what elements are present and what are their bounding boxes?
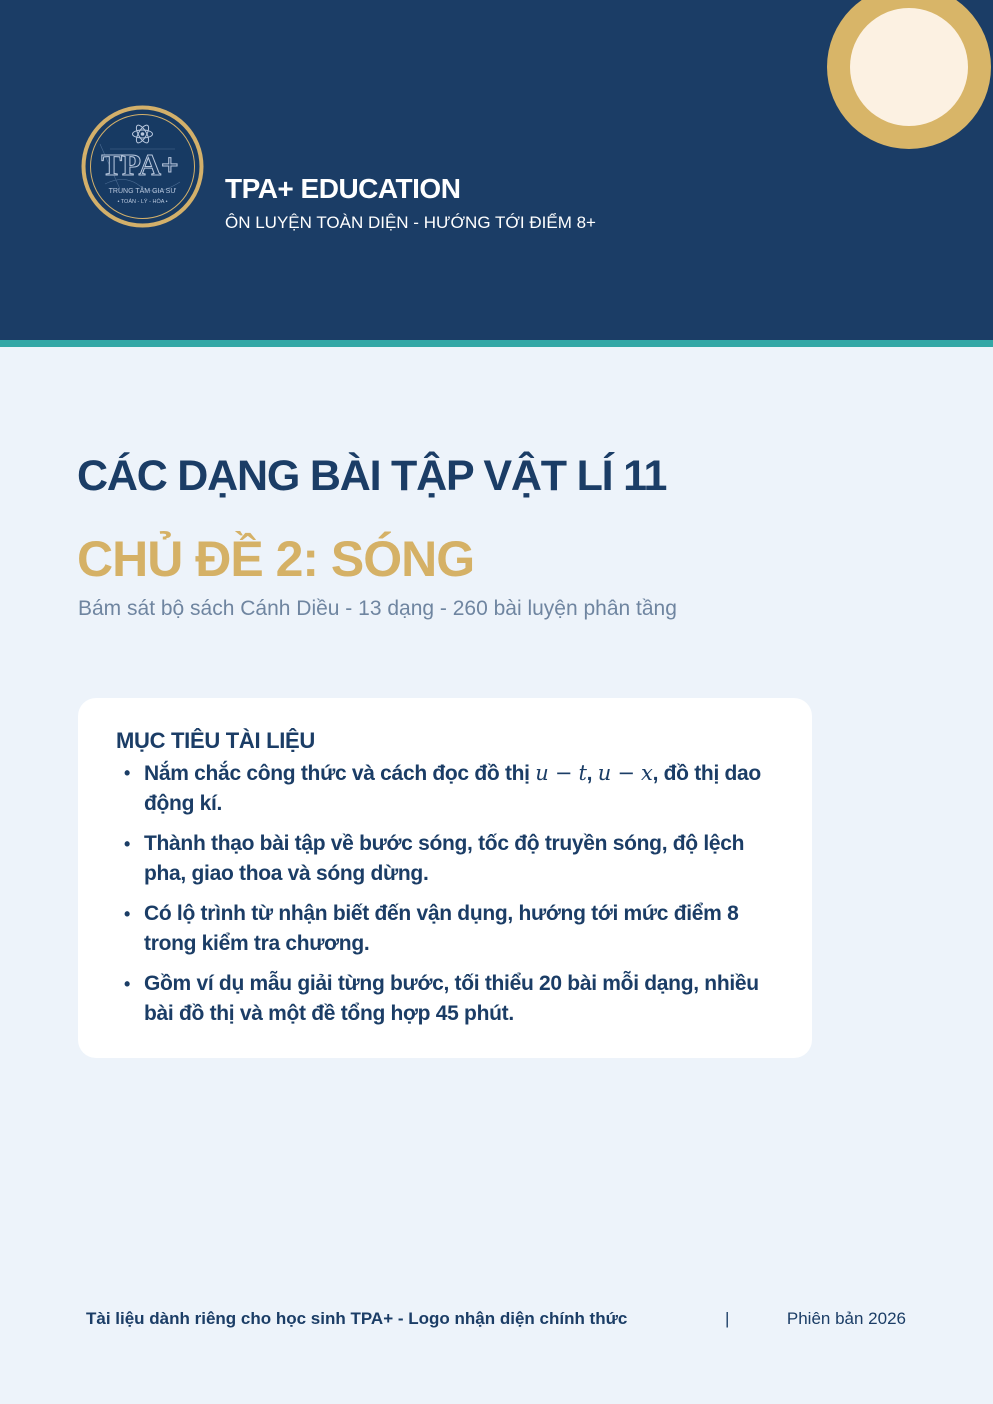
brand-name: TPA+ EDUCATION	[225, 173, 461, 204]
logo-arc-text: TRUNG TÂM GIA SƯ	[108, 188, 177, 195]
goal-item	[116, 758, 782, 819]
logo-subjects: • TOÁN - LÝ - HÓA •	[117, 199, 168, 205]
goals-card	[78, 698, 812, 1058]
logo-mark: TPA+	[101, 147, 179, 182]
goal-text: Thành thạo bài tập về bước sóng, tốc độ truyền sóng, độ lệch pha, giao thoa và sóng dừng.	[144, 832, 745, 885]
goal-item	[116, 829, 782, 889]
header-stripe	[0, 340, 993, 347]
document-topic: CHỦ ĐỀ 2: SÓNG	[77, 531, 475, 587]
goal-text: Nắm chắc công thức và cách đọc đồ thị	[144, 762, 536, 785]
goal-text: , đồ thị dao động kí.	[144, 762, 761, 815]
bullet-icon: •	[124, 763, 131, 783]
document-title: CÁC DẠNG BÀI TẬP VẬT LÍ 11	[77, 452, 667, 500]
tpa-logo	[80, 104, 205, 229]
goal-text: Có lộ trình từ nhận biết đến vận dụng, hướng tới mức điểm 8 trong kiểm tra chương.	[144, 902, 739, 955]
math-expression: u − t	[535, 761, 587, 785]
goal-text: ,	[586, 762, 598, 785]
footer-note: Tài liệu dành riêng cho học sinh TPA+ - Logo nhận diện chính thức	[86, 1309, 628, 1328]
footer-version: Phiên bản 2026	[786, 1309, 906, 1328]
goal-item	[116, 899, 782, 959]
brand-tagline: ÔN LUYỆN TOÀN DIỆN - HƯỚNG TỚI ĐIỂM 8+	[225, 213, 596, 232]
goals-heading: MỤC TIÊU TÀI LIỆU	[116, 728, 316, 753]
decorative-circle-inner	[850, 8, 968, 126]
footer	[86, 1309, 906, 1333]
bullet-icon: •	[124, 834, 131, 854]
bullet-icon: •	[124, 904, 131, 924]
math-expression: u − x	[597, 761, 653, 785]
footer-separator: |	[725, 1309, 730, 1328]
goal-text: Gồm ví dụ mẫu giải từng bước, tối thiểu 20 bài mỗi dạng, nhiều bài đồ thị và một đề tổng hợp 45 phút.	[144, 972, 759, 1025]
document-subtitle: Bám sát bộ sách Cánh Diều - 13 dạng - 260 bài luyện phân tầng	[78, 597, 677, 620]
goals-list	[116, 758, 782, 1029]
header-banner	[0, 0, 993, 340]
goal-item	[116, 969, 782, 1029]
bullet-icon: •	[124, 974, 131, 994]
